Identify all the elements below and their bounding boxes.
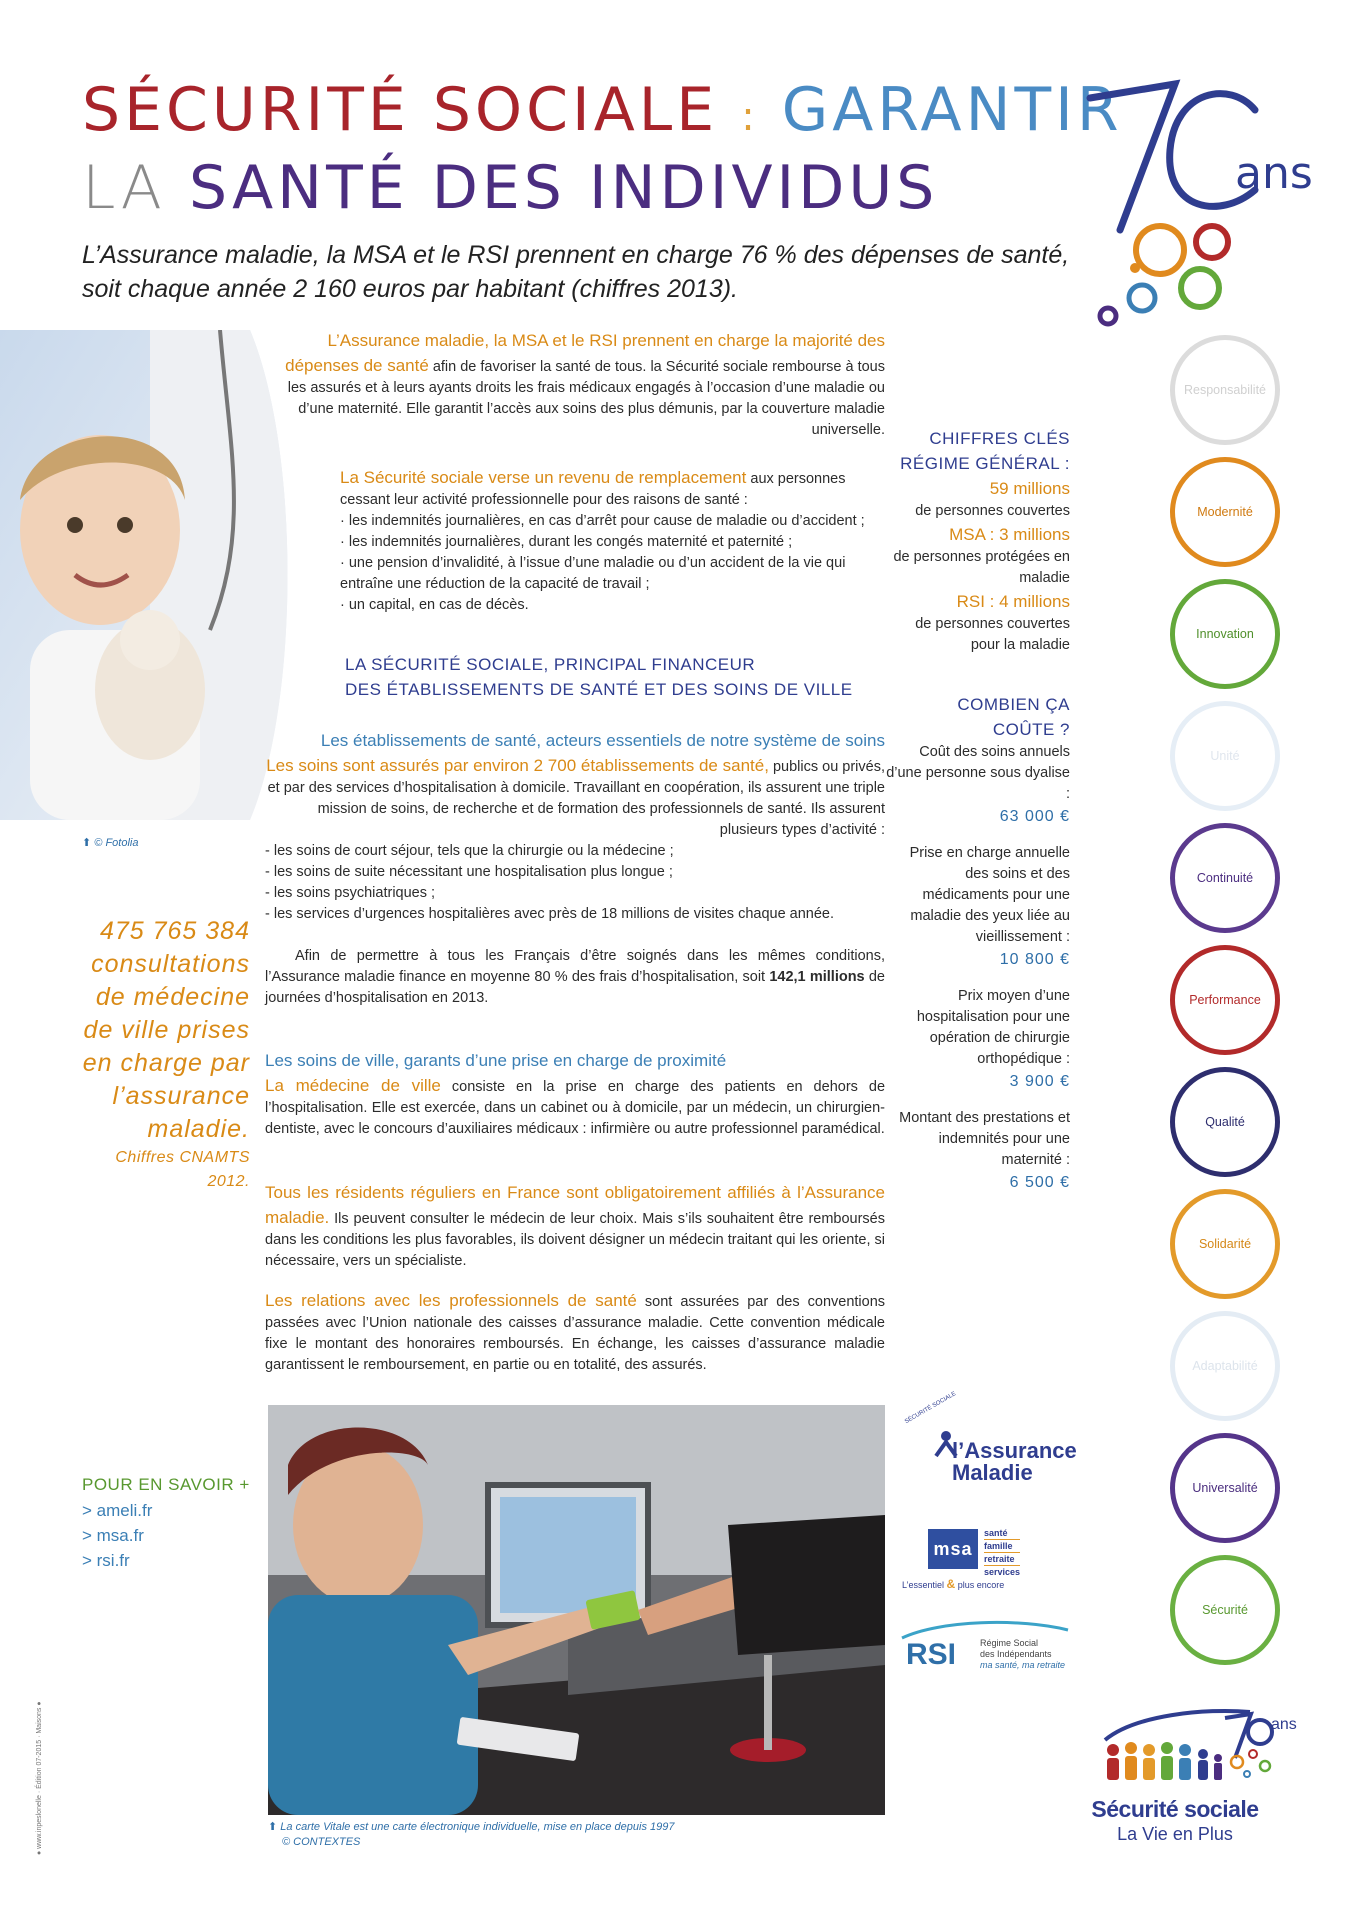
value-circle-qualite: Qualité <box>1170 1067 1280 1177</box>
ameli-line-1: l’Assurance <box>952 1438 1077 1463</box>
section-3-item: - les soins de suite nécessitant une hospitalisation plus longue ; <box>265 864 673 880</box>
value-circle-unite: Unité <box>1170 701 1280 811</box>
section-6-lead: Les relations avec les professionnels de santé <box>265 1291 637 1310</box>
section-subheading <box>345 652 885 702</box>
section-1 <box>285 328 885 441</box>
title-blue: GARANTIR <box>781 75 1123 145</box>
cost-label: Coût des soins annuels d’une personne sous dyalise : <box>886 744 1070 802</box>
msa-word: santé <box>984 1527 1020 1540</box>
link-ameli[interactable]: > ameli.fr <box>82 1501 153 1520</box>
badge-unit: ans <box>1235 148 1313 199</box>
cost-label: Prix moyen d’une hospitalisation pour une opération de chirurgie orthopédique : <box>916 988 1070 1067</box>
section-2-item: · une pension d’invalidité, à l’issue d’une maladie ou d’un accident de la vie qui entraîne une réduction de la capacité de travail ; <box>340 555 846 592</box>
section-3-lead: Les soins sont assurés par environ 2 700 établissements de santé, <box>266 756 769 775</box>
section-2-item: · les indemnités journalières, durant les congés maternité et paternité ; <box>340 534 793 550</box>
msa-letters: msa <box>933 1539 973 1559</box>
key-figure-number: RSI : 4 millions <box>956 592 1070 611</box>
section-4 <box>265 1048 885 1140</box>
ss-line-2: La Vie en Plus <box>1117 1824 1233 1844</box>
key-figure-number: 59 millions <box>989 479 1070 498</box>
quote-line: de ville prises <box>83 1016 250 1044</box>
link-rsi[interactable]: > rsi.fr <box>82 1551 130 1570</box>
section-2-text: aux personnes cessant leur activité professionnelle pour des raisons de santé : <box>340 471 846 508</box>
section-3 <box>265 728 885 1009</box>
section-3-heading: Les établissements de santé, acteurs essentiels de notre système de soins <box>320 731 885 750</box>
photo-child-caption: ⬆ © Fotolia <box>82 837 139 849</box>
title-red: SÉCURITÉ SOCIALE <box>82 75 719 145</box>
costs <box>885 692 1070 1195</box>
section-2-item: · les indemnités journalières, en cas d’arrêt pour cause de maladie ou d’accident ; <box>340 513 865 529</box>
section-1-text: afin de favoriser la santé de tous. la Sécurité sociale rembourse à tous les assurés et à leurs ayants droits les frais médicaux engagés à l’occasion d’une maladie ou d’une maternité. Elle garantit l’accès aux soins des plus démunis, par la couverture maladie universelle. <box>287 359 885 438</box>
consultations-quote <box>40 915 250 1194</box>
msa-word: famille <box>984 1540 1020 1553</box>
costs-title: COMBIEN ÇA <box>957 695 1070 714</box>
section-1-lead: L’Assurance maladie, la MSA et le RSI prennent en charge la majorité des dépenses de santé <box>285 331 885 375</box>
section-4-heading: Les soins de ville, garants d’une prise en charge de proximité <box>265 1051 727 1070</box>
key-figures-title: RÉGIME GÉNÉRAL : <box>900 454 1070 473</box>
value-circle-continuite: Continuité <box>1170 823 1280 933</box>
values-column <box>1170 335 1290 1635</box>
section-5 <box>265 1180 885 1272</box>
section-5-lead: Tous les résidents réguliers en France sont obligatoirement affiliés à l’Assurance maladie. <box>265 1183 885 1227</box>
section-3-text: publics ou privés, et par des services d’hospitalisation à domicile. Travaillant en coopération, ils assurent une triple mission de soins, de recherche et de formation des professionnels de santé. Ils assurent plusieurs types d’activité : <box>267 759 885 838</box>
value-circle-securite: Sécurité <box>1170 1555 1280 1665</box>
key-figure-number: MSA : 3 millions <box>949 525 1070 544</box>
logo-rsi <box>900 1620 1070 1680</box>
value-circle-modernite: Modernité <box>1170 457 1280 567</box>
quote-line: en charge par <box>82 1049 250 1077</box>
value-circle-performance: Performance <box>1170 945 1280 1055</box>
ss-logo-figures <box>1075 1700 1300 1795</box>
ss-line-1: Sécurité sociale <box>1091 1796 1259 1822</box>
lede: L’Assurance maladie, la MSA et le RSI prennent en charge 76 % des dépenses de santé, soit chaque année 2 160 euros par habitant (chiffres 2013). <box>82 241 1070 303</box>
photo-vitale-caption: ⬆ La carte Vitale est une carte électronique individuelle, mise en place depuis 1997 © CONTEXTES <box>268 1821 675 1848</box>
key-figure-label: de personnes couvertes <box>915 503 1070 519</box>
quote-line: consultations <box>91 950 250 978</box>
msa-word: services <box>984 1567 1021 1577</box>
quote-line: de médecine <box>95 983 250 1011</box>
arrow-up-icon: ⬆ <box>268 1821 278 1833</box>
value-circle-universalite: Universalité <box>1170 1433 1280 1543</box>
cost-value: 3 900 € <box>1009 1073 1070 1090</box>
rsi-text: Régime Social des Indépendants ma santé, ma retraite <box>980 1638 1066 1670</box>
arrow-up-icon: ⬆ <box>82 837 92 849</box>
costs-title: COÛTE ? <box>992 720 1070 739</box>
cost-label: Montant des prestations et indemnités pour une maternité : <box>899 1110 1070 1168</box>
rsi-letters: RSI <box>906 1638 957 1671</box>
link-msa[interactable]: > msa.fr <box>82 1526 144 1545</box>
quote-source: 2012. <box>207 1173 250 1190</box>
ameli-small-text: SÉCURITÉ SOCIALE <box>904 1390 958 1426</box>
section-3-item: - les soins psychiatriques ; <box>265 885 436 901</box>
section-6 <box>265 1288 885 1376</box>
photo-child <box>0 330 300 820</box>
quote-line: l’assurance <box>112 1082 250 1110</box>
ameli-line-2: Maladie <box>952 1460 1033 1485</box>
title-line-2 <box>82 153 939 223</box>
logo-msa <box>900 1525 1070 1600</box>
quote-line: 475 765 384 <box>99 917 250 945</box>
photo-vitale-card <box>268 1405 885 1815</box>
title-line-1 <box>82 75 1123 145</box>
learn-more <box>82 1472 252 1573</box>
subheading-line-2: DES ÉTABLISSEMENTS DE SANTÉ ET DES SOINS DE VILLE <box>345 680 853 699</box>
value-circle-solidarite: Solidarité <box>1170 1189 1280 1299</box>
title-purple: SANTÉ DES INDIVIDUS <box>188 153 939 223</box>
rsi-swoosh-icon <box>900 1620 1070 1640</box>
title-grey: LA <box>82 153 166 223</box>
section-6-text: sont assurées par des conventions passées avec l’Union nationale des caisses d’assurance maladie. Cette convention médicale fixe le montant des honoraires remboursés. En échange, les caisses d’assurance maladie garantissent le remboursement, en partie ou en totalité, des assurés. <box>265 1294 886 1373</box>
ss-unit: ans <box>1271 1716 1297 1733</box>
cost-value: 63 000 € <box>999 808 1070 825</box>
section-3-para-end: de journées d’hospitalisation en 2013. <box>265 969 885 1006</box>
section-4-lead: La médecine de ville <box>265 1076 441 1095</box>
photo-vitale-card-illustration <box>268 1405 885 1815</box>
title-separator: : <box>741 94 759 140</box>
msa-tagline: L’essentiel & plus encore <box>902 1577 1005 1591</box>
cost-value: 6 500 € <box>1009 1174 1070 1191</box>
value-circle-responsabilite: Responsabilité <box>1170 335 1280 445</box>
logo-assurance-maladie <box>900 1390 1077 1495</box>
msa-word: retraite <box>984 1553 1020 1566</box>
key-figure-label: de personnes couvertes pour la maladie <box>915 616 1070 653</box>
msa-box <box>928 1529 978 1569</box>
learn-more-title: POUR EN SAVOIR + <box>82 1475 250 1494</box>
msa-words <box>984 1527 1020 1578</box>
cost-label: Prise en charge annuelle des soins et des médicaments pour une maladie des yeux liée au vieillissement : <box>909 845 1070 945</box>
anniversary-badge-graphic <box>1080 70 1300 340</box>
quote-line: maladie. <box>147 1115 250 1143</box>
key-figures <box>885 426 1070 656</box>
logo-securite-sociale <box>1075 1700 1300 1860</box>
section-3-item: - les services d’urgences hospitalières avec près de 18 millions de visites chaque année. <box>265 906 835 922</box>
quote-source: Chiffres CNAMTS <box>115 1149 250 1166</box>
subheading-line-1: LA SÉCURITÉ SOCIALE, PRINCIPAL FINANCEUR <box>345 655 756 674</box>
section-2-lead: La Sécurité sociale verse un revenu de remplacement <box>340 468 747 487</box>
section-3-para: Afin de permettre à tous les Français d’être soignés dans les mêmes conditions, l’Assurance maladie finance en moyenne 80 % des frais d’hospitalisation, soit <box>265 948 885 985</box>
section-4-text: consiste en la prise en charge des patients en dehors de l’hospitalisation. Elle est exercée, dans un cabinet ou à domicile, par un médecin, un chirurgien-dentiste, avec le concours d’auxiliaires médicaux : infirmière ou autre professionnel paramédical. <box>265 1079 886 1137</box>
anniversary-badge <box>1080 70 1313 340</box>
key-figures-title: CHIFFRES CLÉS <box>929 429 1070 448</box>
value-circle-innovation: Innovation <box>1170 579 1280 689</box>
section-3-item: - les soins de court séjour, tels que la chirurgie ou la médecine ; <box>265 843 674 859</box>
section-2 <box>340 465 885 616</box>
value-circle-adaptabilite: Adaptabilité <box>1170 1311 1280 1421</box>
photo-child-illustration <box>0 330 300 820</box>
section-3-para-bold: 142,1 millions <box>769 969 865 985</box>
section-5-text: Ils peuvent consulter le médecin de leur choix. Mais s’ils souhaitent être remboursés dans les conditions les plus favorables, ils doivent désigner un médecin traitant qui les oriente, si nécessaire, vers un spécialiste. <box>265 1211 885 1269</box>
cost-value: 10 800 € <box>999 951 1070 968</box>
key-figure-label: de personnes protégées en maladie <box>893 549 1070 586</box>
section-2-item: · un capital, en cas de décès. <box>340 597 529 613</box>
footer-vertical-text: ● www.inpeslonelle · Édition 07-2015 · Maisons ● <box>36 1701 43 1855</box>
